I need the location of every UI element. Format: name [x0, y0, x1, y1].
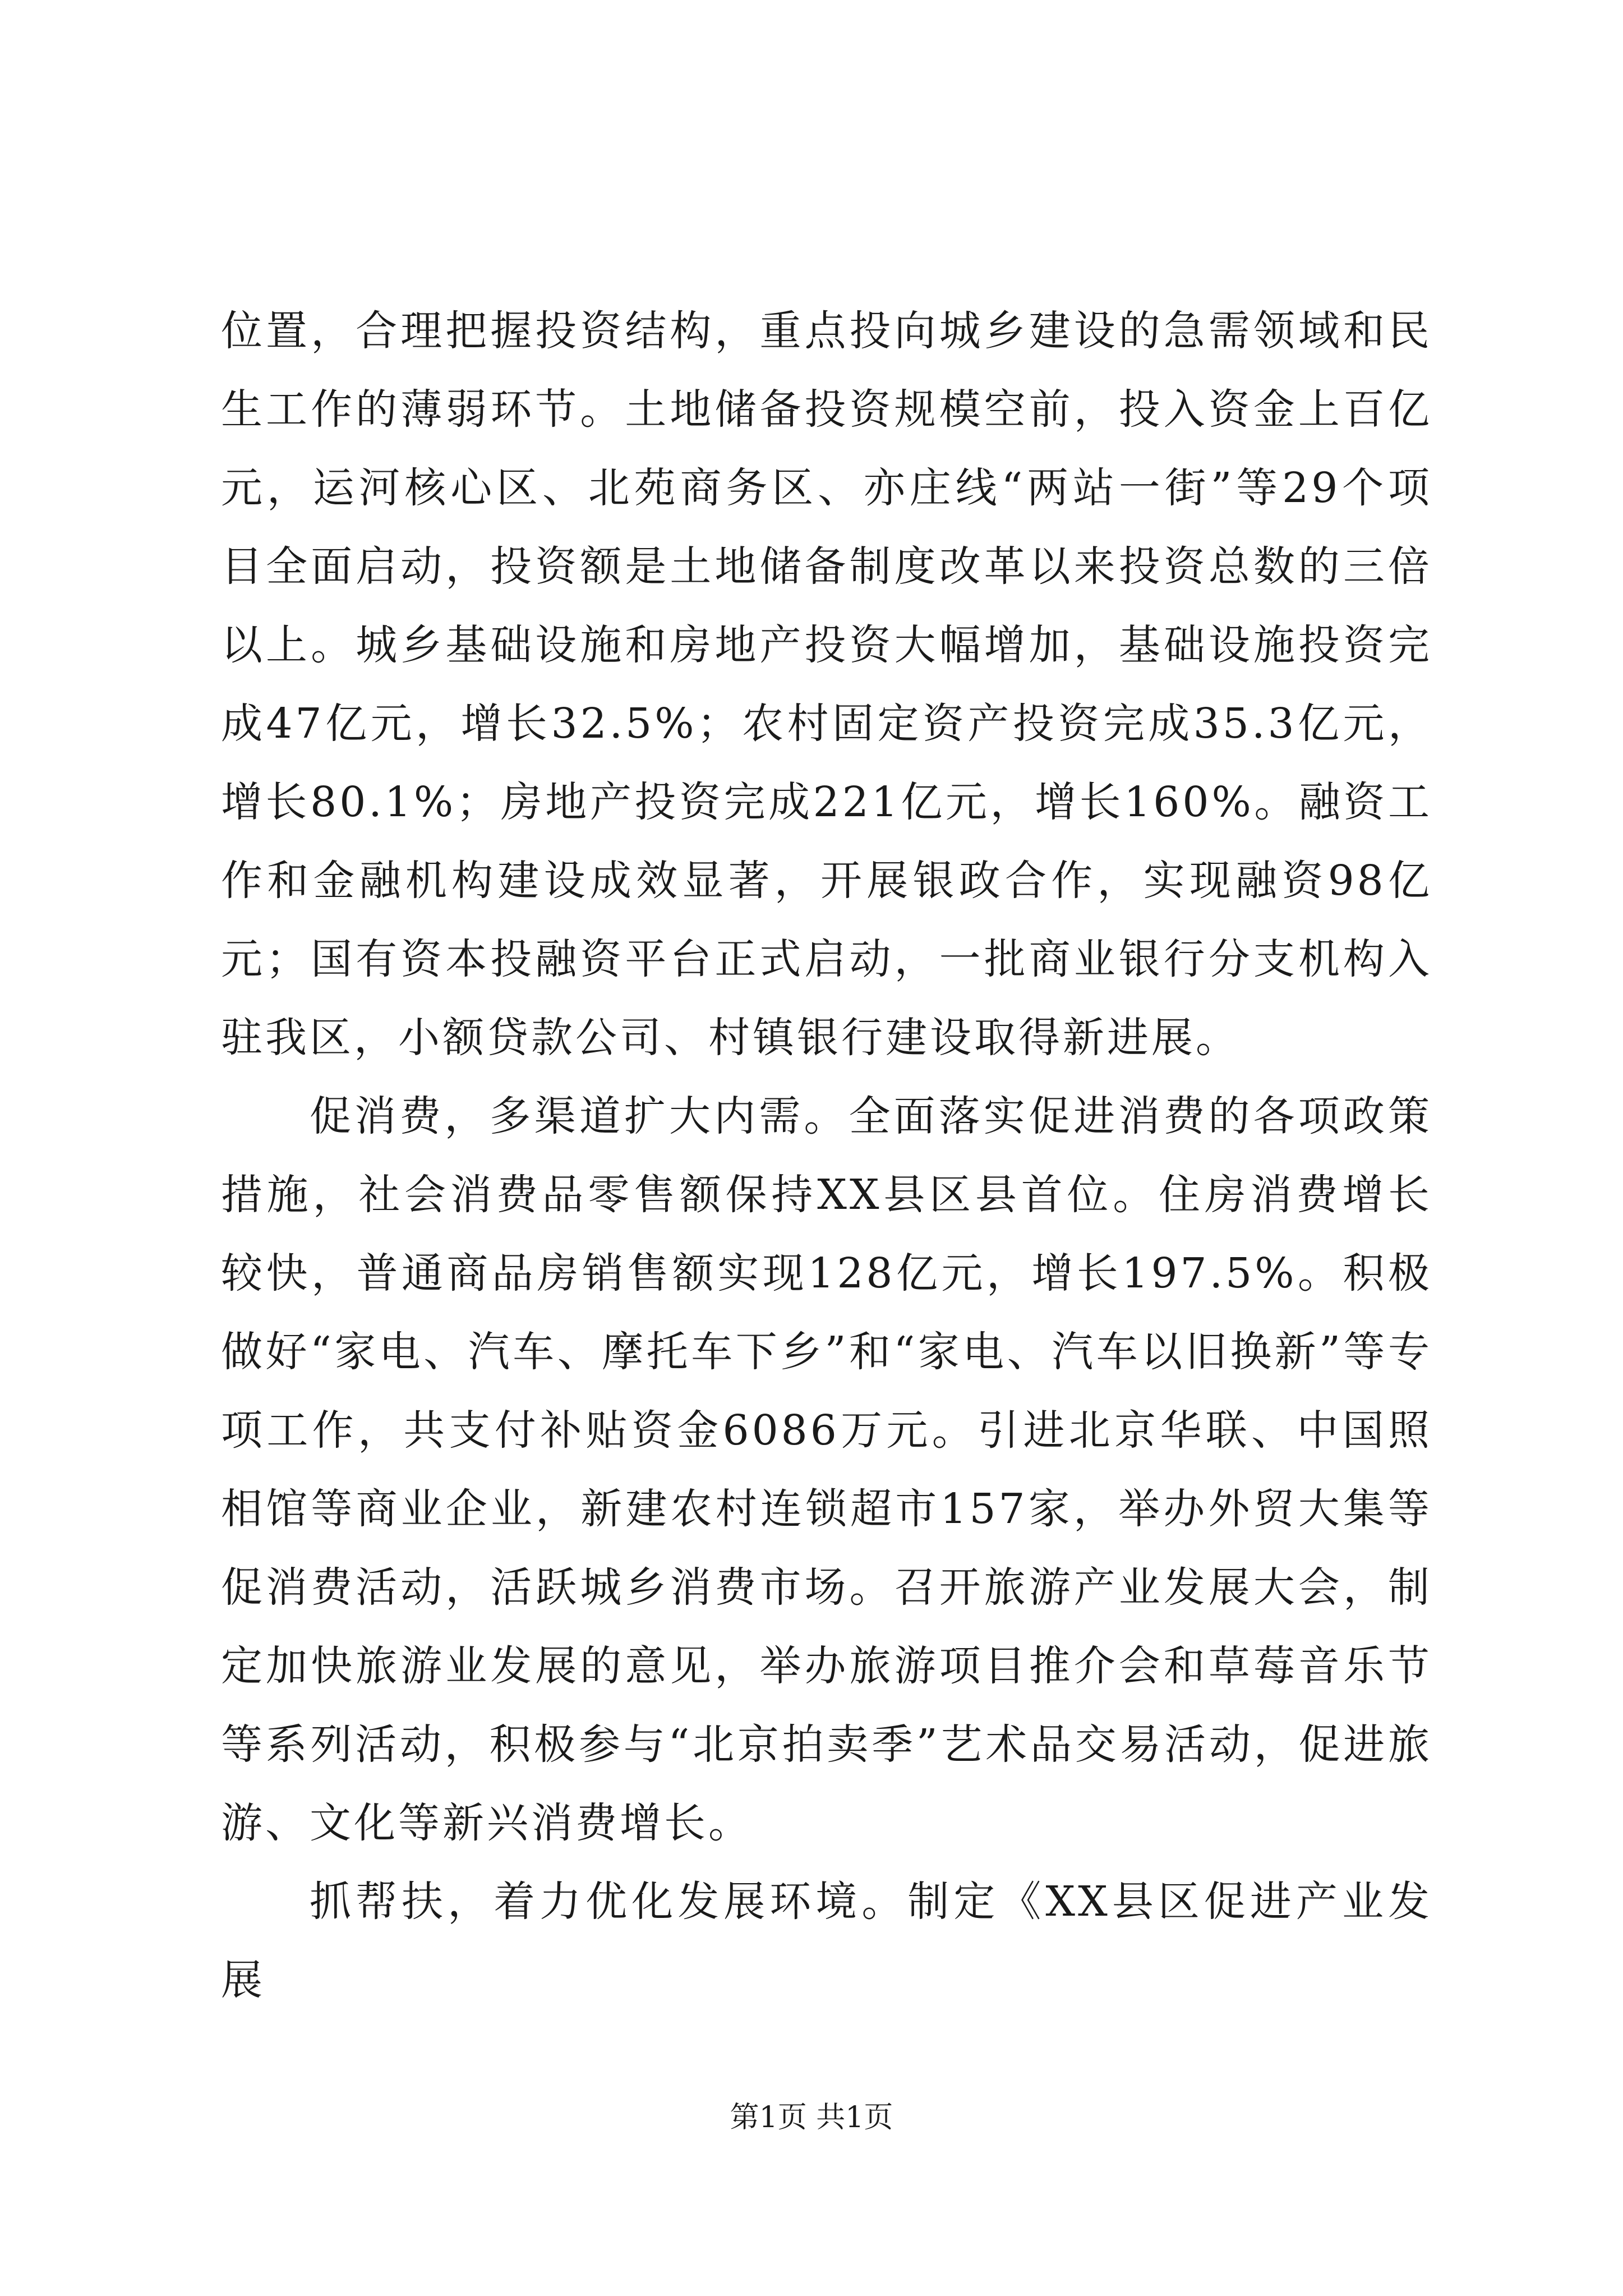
page-footer: 第1页 共1页 [730, 2101, 893, 2134]
paragraph-assistance: 抓帮扶，着力优化发展环境。制定《XX县区促进产业发展 [221, 1878, 1432, 2004]
document-body [221, 292, 1432, 2019]
paragraph-investment: 位置，合理把握投资结构，重点投向城乡建设的急需领域和民生工作的薄弱环节。土地储备投资规模空前，投入资金上百亿元，运河核心区、北苑商务区、亦庄线“两站一街”等29个项目全面启动，投资额是土地储备制度改革以来投资总数的三倍以上。城乡基础设施和房地产投资大幅增加，基础设施投资完成47亿元，增长32.5%；农村固定资产投资完成35.3亿元，增长80.1%；房地产投资完成221亿元，增长160%。融资工作和金融机构建设成效显著，开展银政合作，实现融资98亿元；国有资本投融资平台正式启动，一批商业银行分支机构入驻我区，小额贷款公司、村镇银行建设取得新进展。 [221, 307, 1432, 1062]
paragraph-consumption: 促消费，多渠道扩大内需。全面落实促进消费的各项政策措施，社会消费品零售额保持XX县区县首位。住房消费增长较快，普通商品房销售额实现128亿元，增长197.5%。积极做好“家电、汽车、摩托车下乡”和“家电、汽车以旧换新”等专项工作，共支付补贴资金6086万元。引进北京华联、中国照相馆等商业企业，新建农村连锁超市157家，举办外贸大集等促消费活动，活跃城乡消费市场。召开旅游产业发展大会，制定加快旅游业发展的意见，举办旅游项目推介会和草莓音乐节等系列活动，积极参与“北京拍卖季”艺术品交易活动，促进旅游、文化等新兴消费增长。 [221, 1092, 1432, 1847]
